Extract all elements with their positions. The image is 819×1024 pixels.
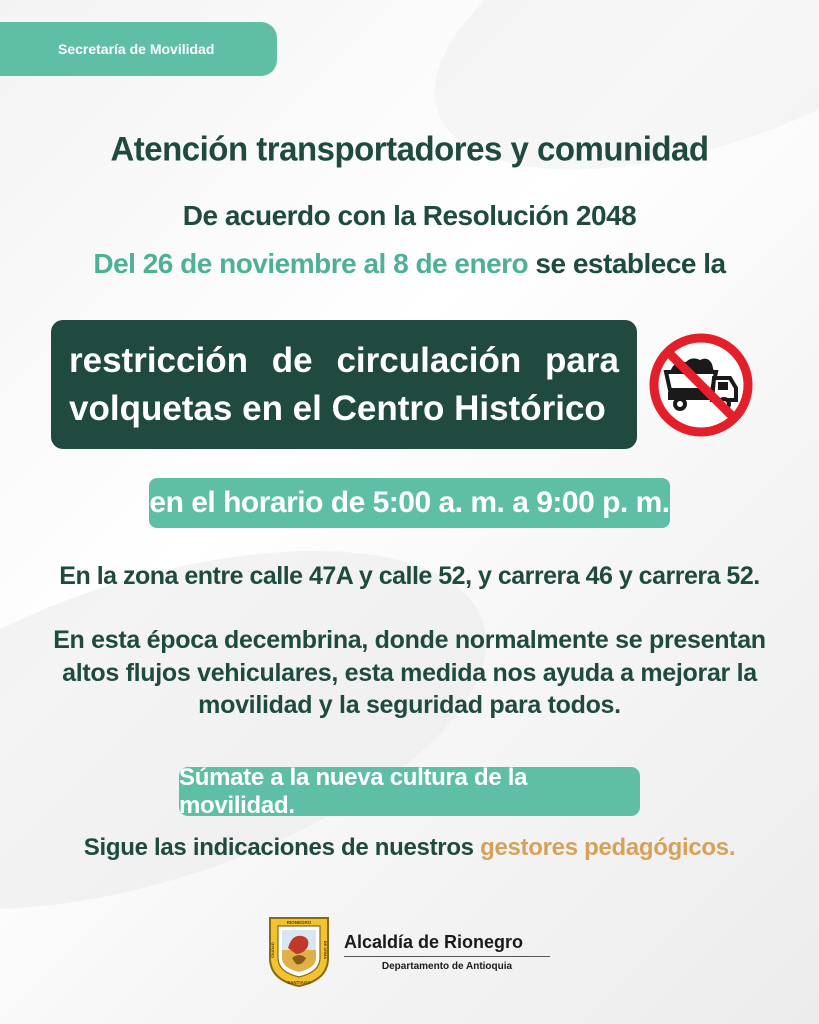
logo-subtitle: Departamento de Antioquia xyxy=(381,961,513,972)
paragraph-line: En esta época decembrina, donde normalmente se presentan xyxy=(53,626,766,654)
department-tag-label: Secretaría de Movilidad xyxy=(58,41,215,57)
shield-text-right: DE ARMA xyxy=(323,940,328,960)
restriction-line-1: restricción de circulación para xyxy=(69,340,619,380)
shield-text-bottom: SANTIAGO xyxy=(287,980,311,985)
announcement-title: Atención transportadores y comunidad xyxy=(110,129,709,168)
join-text: Súmate a la nueva cultura de la movilidad. xyxy=(179,763,528,819)
resolution-line: De acuerdo con la Resolución 2048 xyxy=(182,200,637,231)
logo-name: Alcaldía de Rionegro xyxy=(344,932,524,952)
logo-divider xyxy=(344,956,550,957)
dates-line xyxy=(0,248,819,280)
department-tag xyxy=(0,22,277,76)
zone-text: En la zona entre calle 47A y calle 52, y carrera 46 y carrera 52. xyxy=(59,562,760,590)
background-swoosh xyxy=(0,479,529,981)
hours-text: en el horario de 5:00 a. m. a 9:00 p. m. xyxy=(149,486,670,519)
paragraph-line: movilidad y la seguridad para todos. xyxy=(198,691,621,719)
follow-highlight: gestores pedagógicos. xyxy=(480,834,736,861)
join-banner xyxy=(179,763,640,819)
no-dump-truck-icon xyxy=(648,332,754,438)
shield-text-left: CIUDAD xyxy=(270,942,275,958)
restriction-line-2: volquetas en el Centro Histórico xyxy=(69,388,606,428)
hours-banner xyxy=(149,478,670,528)
dates-rest: se establece la xyxy=(528,248,726,279)
dates-highlight: Del 26 de noviembre al 8 de enero xyxy=(93,248,529,279)
shield-text-top: RIONEGRO xyxy=(286,920,312,925)
rionegro-coat-of-arms-icon xyxy=(266,914,332,988)
paragraph-line: altos flujos vehiculares, esta medida nos ayuda a mejorar la xyxy=(62,658,757,687)
follow-prefix: Sigue las indicaciones de nuestros xyxy=(83,834,481,861)
restriction-banner xyxy=(51,320,637,449)
explanation-paragraph xyxy=(40,624,779,722)
follow-line xyxy=(0,834,819,862)
